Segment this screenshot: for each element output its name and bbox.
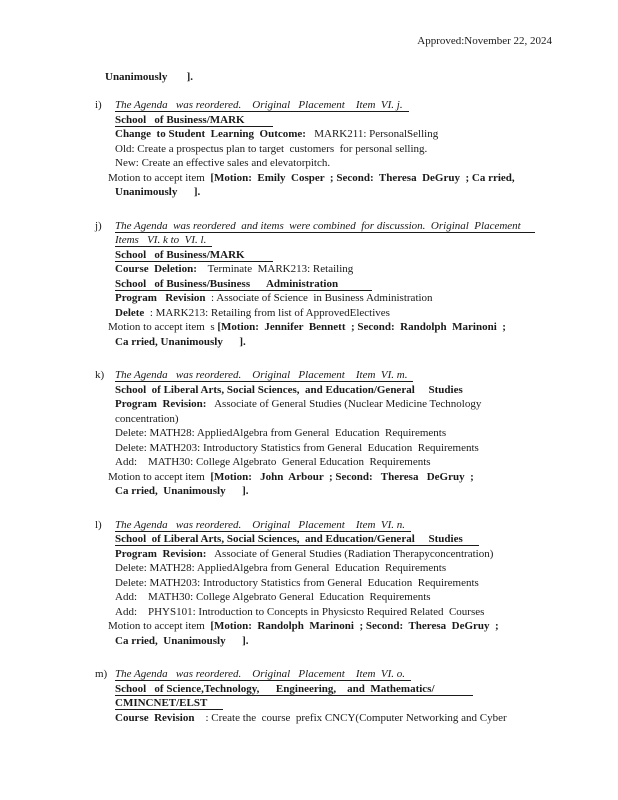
text-segment: Motion to accept item s — [108, 321, 218, 333]
text-segment: Associate of General Studies (Radiation Therapyconcentration) — [206, 547, 494, 560]
document-line — [115, 561, 567, 576]
text-segment: : MARK213: Retailing from list of ApprovedElectives — [144, 306, 390, 319]
item-label: k) — [95, 369, 105, 381]
document-line — [115, 248, 567, 263]
document-line — [108, 619, 567, 634]
text-segment: Ca rried, Unanimously ]. — [115, 634, 249, 647]
section-content — [108, 368, 567, 499]
text-segment: Delete — [115, 306, 145, 319]
document-line — [115, 667, 567, 682]
text-segment: Course Revision — [115, 711, 195, 724]
document-line — [115, 590, 567, 605]
text-segment: Add: MATH30: College Algebrato General Education Requirements — [115, 591, 431, 603]
item-label: i) — [95, 99, 102, 111]
text-segment: The Agenda was reordered and items were combined for discussion. Original Placement — [115, 220, 535, 233]
text-segment: concentration) — [115, 412, 179, 425]
text-segment: CMINCNET/ELST — [115, 697, 223, 710]
document-line — [115, 156, 567, 171]
document-line — [115, 291, 567, 306]
text-segment: School of Business/MARK — [115, 114, 273, 127]
text-segment: [Motion: John Arbour ; Second: Theresa DeGruy ; — [210, 470, 474, 483]
text-segment: The Agenda was reordered. Original Placement Item VI. n. — [115, 519, 411, 532]
text-segment: Course Deletion: — [115, 263, 197, 275]
document-line — [115, 383, 567, 398]
text-segment: : Create the course prefix CNCY(Computer Networking and Cyber — [194, 711, 507, 724]
document-line — [115, 277, 567, 292]
agenda-item-section — [95, 667, 573, 725]
text-segment: Add: MATH30: College Algebrato General Education Requirements — [115, 456, 431, 468]
text-segment: Unanimously ]. — [115, 186, 201, 198]
document-line — [115, 682, 567, 697]
document-line — [115, 441, 567, 456]
text-segment: The Agenda was reordered. Original Placement Item VI. j. — [115, 99, 409, 112]
text-segment: School of Business/Business Administration — [115, 278, 372, 291]
agenda-item-section — [95, 219, 573, 350]
document-line — [108, 470, 567, 485]
document-line — [115, 142, 567, 157]
document-line — [115, 455, 567, 470]
text-segment: Program Revision: — [115, 398, 207, 410]
document-line — [115, 233, 567, 248]
text-segment: Add: PHYS101: Introduction to Concepts in Physicsto Required Related Courses — [115, 605, 485, 618]
document-line — [115, 484, 567, 499]
text-segment: School of Business/MARK — [115, 249, 273, 262]
text-segment: Terminate MARK213: Retailing — [196, 263, 354, 275]
item-label: j) — [95, 219, 102, 232]
section-content — [108, 98, 567, 200]
document-line — [115, 335, 567, 350]
text-segment: Associate of General Studies (Nuclear Medicine Technology — [206, 398, 482, 410]
document-line — [115, 426, 567, 441]
text-segment: Motion to accept item — [108, 470, 211, 483]
text-segment: [Motion: Jennifer Bennett ; Second: Randolph Marinoni ; — [217, 321, 506, 333]
document-line — [115, 605, 567, 620]
agenda-item-section — [95, 98, 573, 200]
text-segment: Ca rried, Unanimously ]. — [115, 485, 249, 497]
agenda-item-section — [95, 518, 573, 649]
document-line — [115, 412, 567, 427]
text-segment: School of Liberal Arts, Social Sciences, and Education/General Studies — [115, 533, 479, 546]
text-segment: The Agenda was reordered. Original Placement Item VI. m. — [115, 369, 413, 382]
text-segment: [Motion: Randolph Marinoni ; Second: Theresa DeGruy ; — [210, 620, 499, 632]
document-line — [115, 518, 567, 533]
section-content — [108, 219, 567, 350]
document-line — [108, 171, 567, 186]
document-line — [115, 368, 567, 383]
text-segment: School of Science,Technology, Engineering, and Mathematics/ — [115, 683, 473, 696]
document-line — [115, 98, 567, 113]
document-line — [115, 113, 567, 128]
text-segment: Delete: MATH203: Introductory Statistics from General Education Requirements — [115, 441, 479, 454]
document-line — [115, 532, 567, 547]
text-segment: Delete: MATH28: AppliedAlgebra from General Education Requirements — [115, 562, 447, 574]
item-label: m) — [95, 668, 108, 680]
carryover-motion-line: Unanimously ]. — [105, 71, 194, 83]
agenda-sections-container — [95, 98, 573, 744]
document-line — [115, 397, 567, 412]
text-segment: The Agenda was reordered. Original Placement Item VI. o. — [115, 668, 411, 681]
text-segment: : Associate of Science in Business Administration — [205, 292, 433, 304]
text-segment: Old: Create a prospectus plan to target customers for personal selling. — [115, 142, 428, 155]
text-segment: Program Revision — [115, 292, 206, 304]
document-line — [115, 634, 567, 649]
section-content — [115, 667, 567, 725]
document-line — [115, 547, 567, 562]
text-segment: Delete: MATH203: Introductory Statistics from General Education Requirements — [115, 576, 479, 589]
document-line — [115, 306, 567, 321]
text-segment: School of Liberal Arts, Social Sciences, and Education/General Studies — [115, 383, 463, 396]
text-segment: MARK211: PersonalSelling — [305, 128, 439, 140]
text-segment: Delete: MATH28: AppliedAlgebra from General Education Requirements — [115, 427, 447, 439]
document-line — [115, 185, 567, 200]
document-line — [115, 219, 567, 234]
approval-date-line: Approved:November 22, 2024 — [417, 35, 552, 47]
document-line — [115, 127, 567, 142]
text-segment: Motion to accept item — [108, 620, 211, 632]
text-segment: Motion to accept item — [108, 171, 211, 184]
text-segment: New: Create an effective sales and elevatorpitch. — [115, 157, 331, 169]
text-segment: [Motion: Emily Cosper ; Second: Theresa DeGruy ; Ca rried, — [210, 171, 515, 184]
document-line — [115, 696, 567, 711]
agenda-item-section — [95, 368, 573, 499]
text-segment: Ca rried, Unanimously ]. — [115, 335, 246, 348]
item-label: l) — [95, 518, 102, 531]
text-segment: Items VI. k to VI. l. — [115, 234, 212, 247]
text-segment: Program Revision: — [115, 547, 207, 560]
document-line — [115, 576, 567, 591]
section-content — [108, 518, 567, 649]
text-segment: Change to Student Learning Outcome: — [115, 128, 306, 140]
document-line — [115, 711, 567, 726]
document-line — [115, 262, 567, 277]
document-line — [108, 320, 567, 335]
